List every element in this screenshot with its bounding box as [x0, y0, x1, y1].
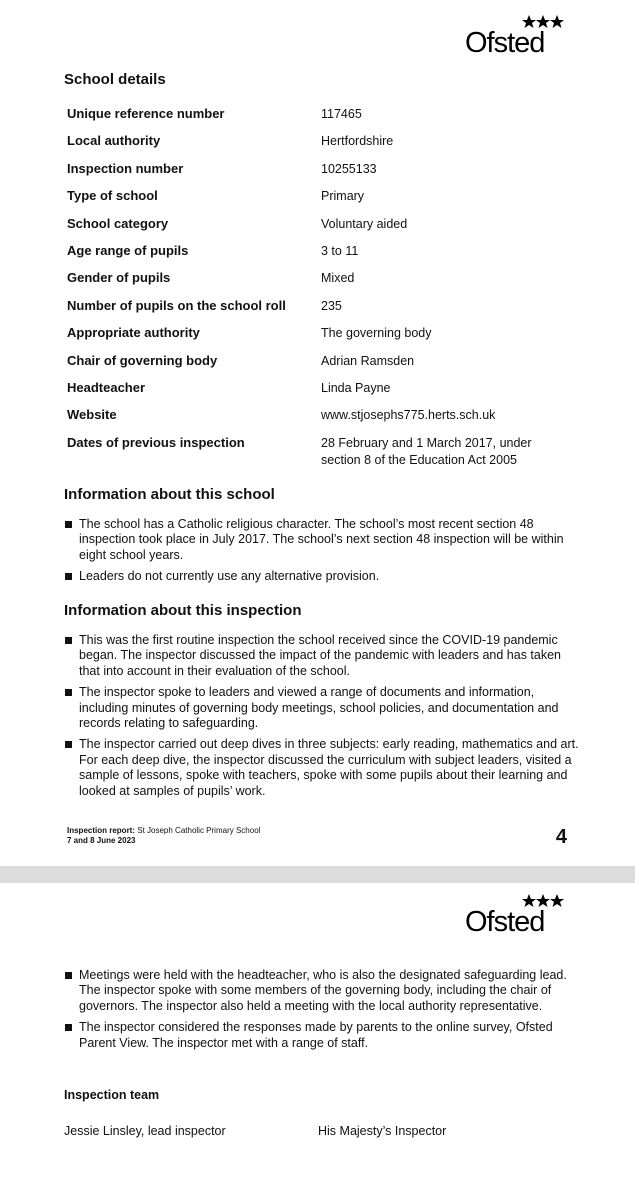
footer-school-name: St Joseph Catholic Primary School	[137, 826, 261, 835]
detail-row	[67, 186, 577, 213]
detail-value: Adrian Ramsden	[321, 353, 415, 368]
bullet-text: The school has a Catholic religious character. The school’s most recent section 48 inspection took place in July 2017. The school’s next section 48 inspection will be within eight school years.	[79, 517, 564, 562]
detail-value: Hertfordshire	[321, 134, 394, 149]
detail-row	[67, 378, 577, 405]
footer-dates: 7 and 8 June 2023	[67, 836, 136, 845]
footer-report-label: Inspection report:	[67, 826, 136, 835]
continued-inspection-list	[64, 968, 579, 1057]
detail-row	[67, 433, 577, 467]
square-bullet-icon	[65, 573, 72, 580]
inspector-name: Jessie Linsley, lead inspector	[64, 1124, 226, 1138]
detail-value: Mixed	[321, 271, 355, 286]
inspector-role: His Majesty’s Inspector	[318, 1124, 447, 1138]
detail-label: Type of school	[67, 188, 158, 204]
bullet-item	[64, 569, 579, 584]
detail-value: 10255133	[321, 161, 377, 176]
bullet-text: Leaders do not currently use any alternative provision.	[79, 569, 380, 584]
detail-label: Website	[67, 407, 117, 423]
detail-value: The governing body	[321, 326, 432, 341]
square-bullet-icon	[65, 972, 72, 979]
detail-label: School category	[67, 215, 169, 231]
square-bullet-icon	[65, 521, 72, 528]
detail-row	[67, 159, 577, 186]
detail-label: Unique reference number	[67, 106, 225, 121]
ofsted-logo	[465, 893, 565, 937]
detail-label: Age range of pupils	[67, 242, 189, 258]
inspection-team-heading: Inspection team	[64, 1088, 160, 1102]
detail-value: 117465	[321, 107, 362, 121]
detail-value: Linda Payne	[321, 380, 391, 395]
detail-value: Primary	[321, 189, 365, 204]
school-details-heading: School details	[64, 71, 166, 88]
page-footer	[67, 826, 260, 846]
bullet-item	[64, 517, 579, 563]
detail-label: Local authority	[67, 133, 161, 149]
detail-label: Chair of governing body	[67, 352, 218, 368]
bullet-text: This was the first routine inspection the school received since the COVID-19 pandemic began. The inspector discussed the impact of the pandemic with leaders and has taken that into account in their evaluation of the school.	[79, 633, 562, 678]
detail-row	[67, 323, 577, 350]
bullet-item	[64, 737, 579, 799]
detail-label: Inspection number	[67, 160, 184, 176]
detail-row	[67, 214, 577, 241]
detail-row	[67, 405, 577, 432]
bullet-item	[64, 633, 579, 679]
bullet-text: The inspector carried out deep dives in three subjects: early reading, mathematics and art. For each deep dive, the inspector discussed the curriculum with subject leaders, visited a sample of lessons, spoke with teachers, spoke with some pupils about their learning and looked at samples of pupils’ work.	[79, 737, 579, 798]
detail-row	[67, 131, 577, 158]
about-school-list	[64, 517, 579, 591]
detail-value[interactable]: www.stjosephs775.herts.sch.uk	[321, 408, 496, 423]
about-inspection-heading: Information about this inspection	[64, 602, 302, 619]
detail-label: Appropriate authority	[67, 325, 200, 341]
about-school-heading: Information about this school	[64, 486, 275, 503]
detail-row	[67, 241, 577, 268]
detail-row	[67, 296, 577, 323]
page-number: 4	[555, 826, 567, 848]
detail-label: Gender of pupils	[67, 270, 171, 286]
logo-text: Ofsted	[465, 906, 545, 938]
detail-row	[67, 351, 577, 378]
ofsted-logo	[465, 14, 565, 58]
detail-row	[67, 268, 577, 295]
about-inspection-list	[64, 633, 579, 805]
square-bullet-icon	[65, 689, 72, 696]
bullet-item	[64, 1020, 579, 1051]
bullet-item	[64, 968, 579, 1014]
bullet-text: The inspector considered the responses made by parents to the online survey, Ofsted Parent View. The inspector met with a range of staff.	[79, 1020, 553, 1050]
detail-value: Voluntary aided	[321, 216, 408, 231]
detail-value: 235	[321, 298, 342, 313]
detail-label: Number of pupils on the school roll	[67, 297, 286, 313]
detail-row	[67, 104, 577, 131]
detail-label: Dates of previous inspection	[67, 434, 245, 450]
square-bullet-icon	[65, 637, 72, 644]
bullet-text: The inspector spoke to leaders and viewed a range of documents and information, including minutes of governing body meetings, school policies, and documentation and records relating to safeguarding.	[79, 685, 559, 731]
school-details-table	[67, 104, 577, 467]
bullet-item	[64, 685, 579, 731]
square-bullet-icon	[65, 741, 72, 748]
detail-value: 28 February and 1 March 2017, under section 8 of the Education Act 2005	[321, 435, 532, 467]
logo-text: Ofsted	[465, 27, 545, 59]
square-bullet-icon	[65, 1024, 72, 1031]
detail-label: Headteacher	[67, 379, 146, 395]
bullet-text: Meetings were held with the headteacher, who is also the designated safeguarding lead. The inspector spoke with some members of the governing body, including the chair of governors. The inspector also held a meeting with the local authority representative.	[79, 968, 567, 1013]
detail-value: 3 to 11	[321, 243, 359, 258]
